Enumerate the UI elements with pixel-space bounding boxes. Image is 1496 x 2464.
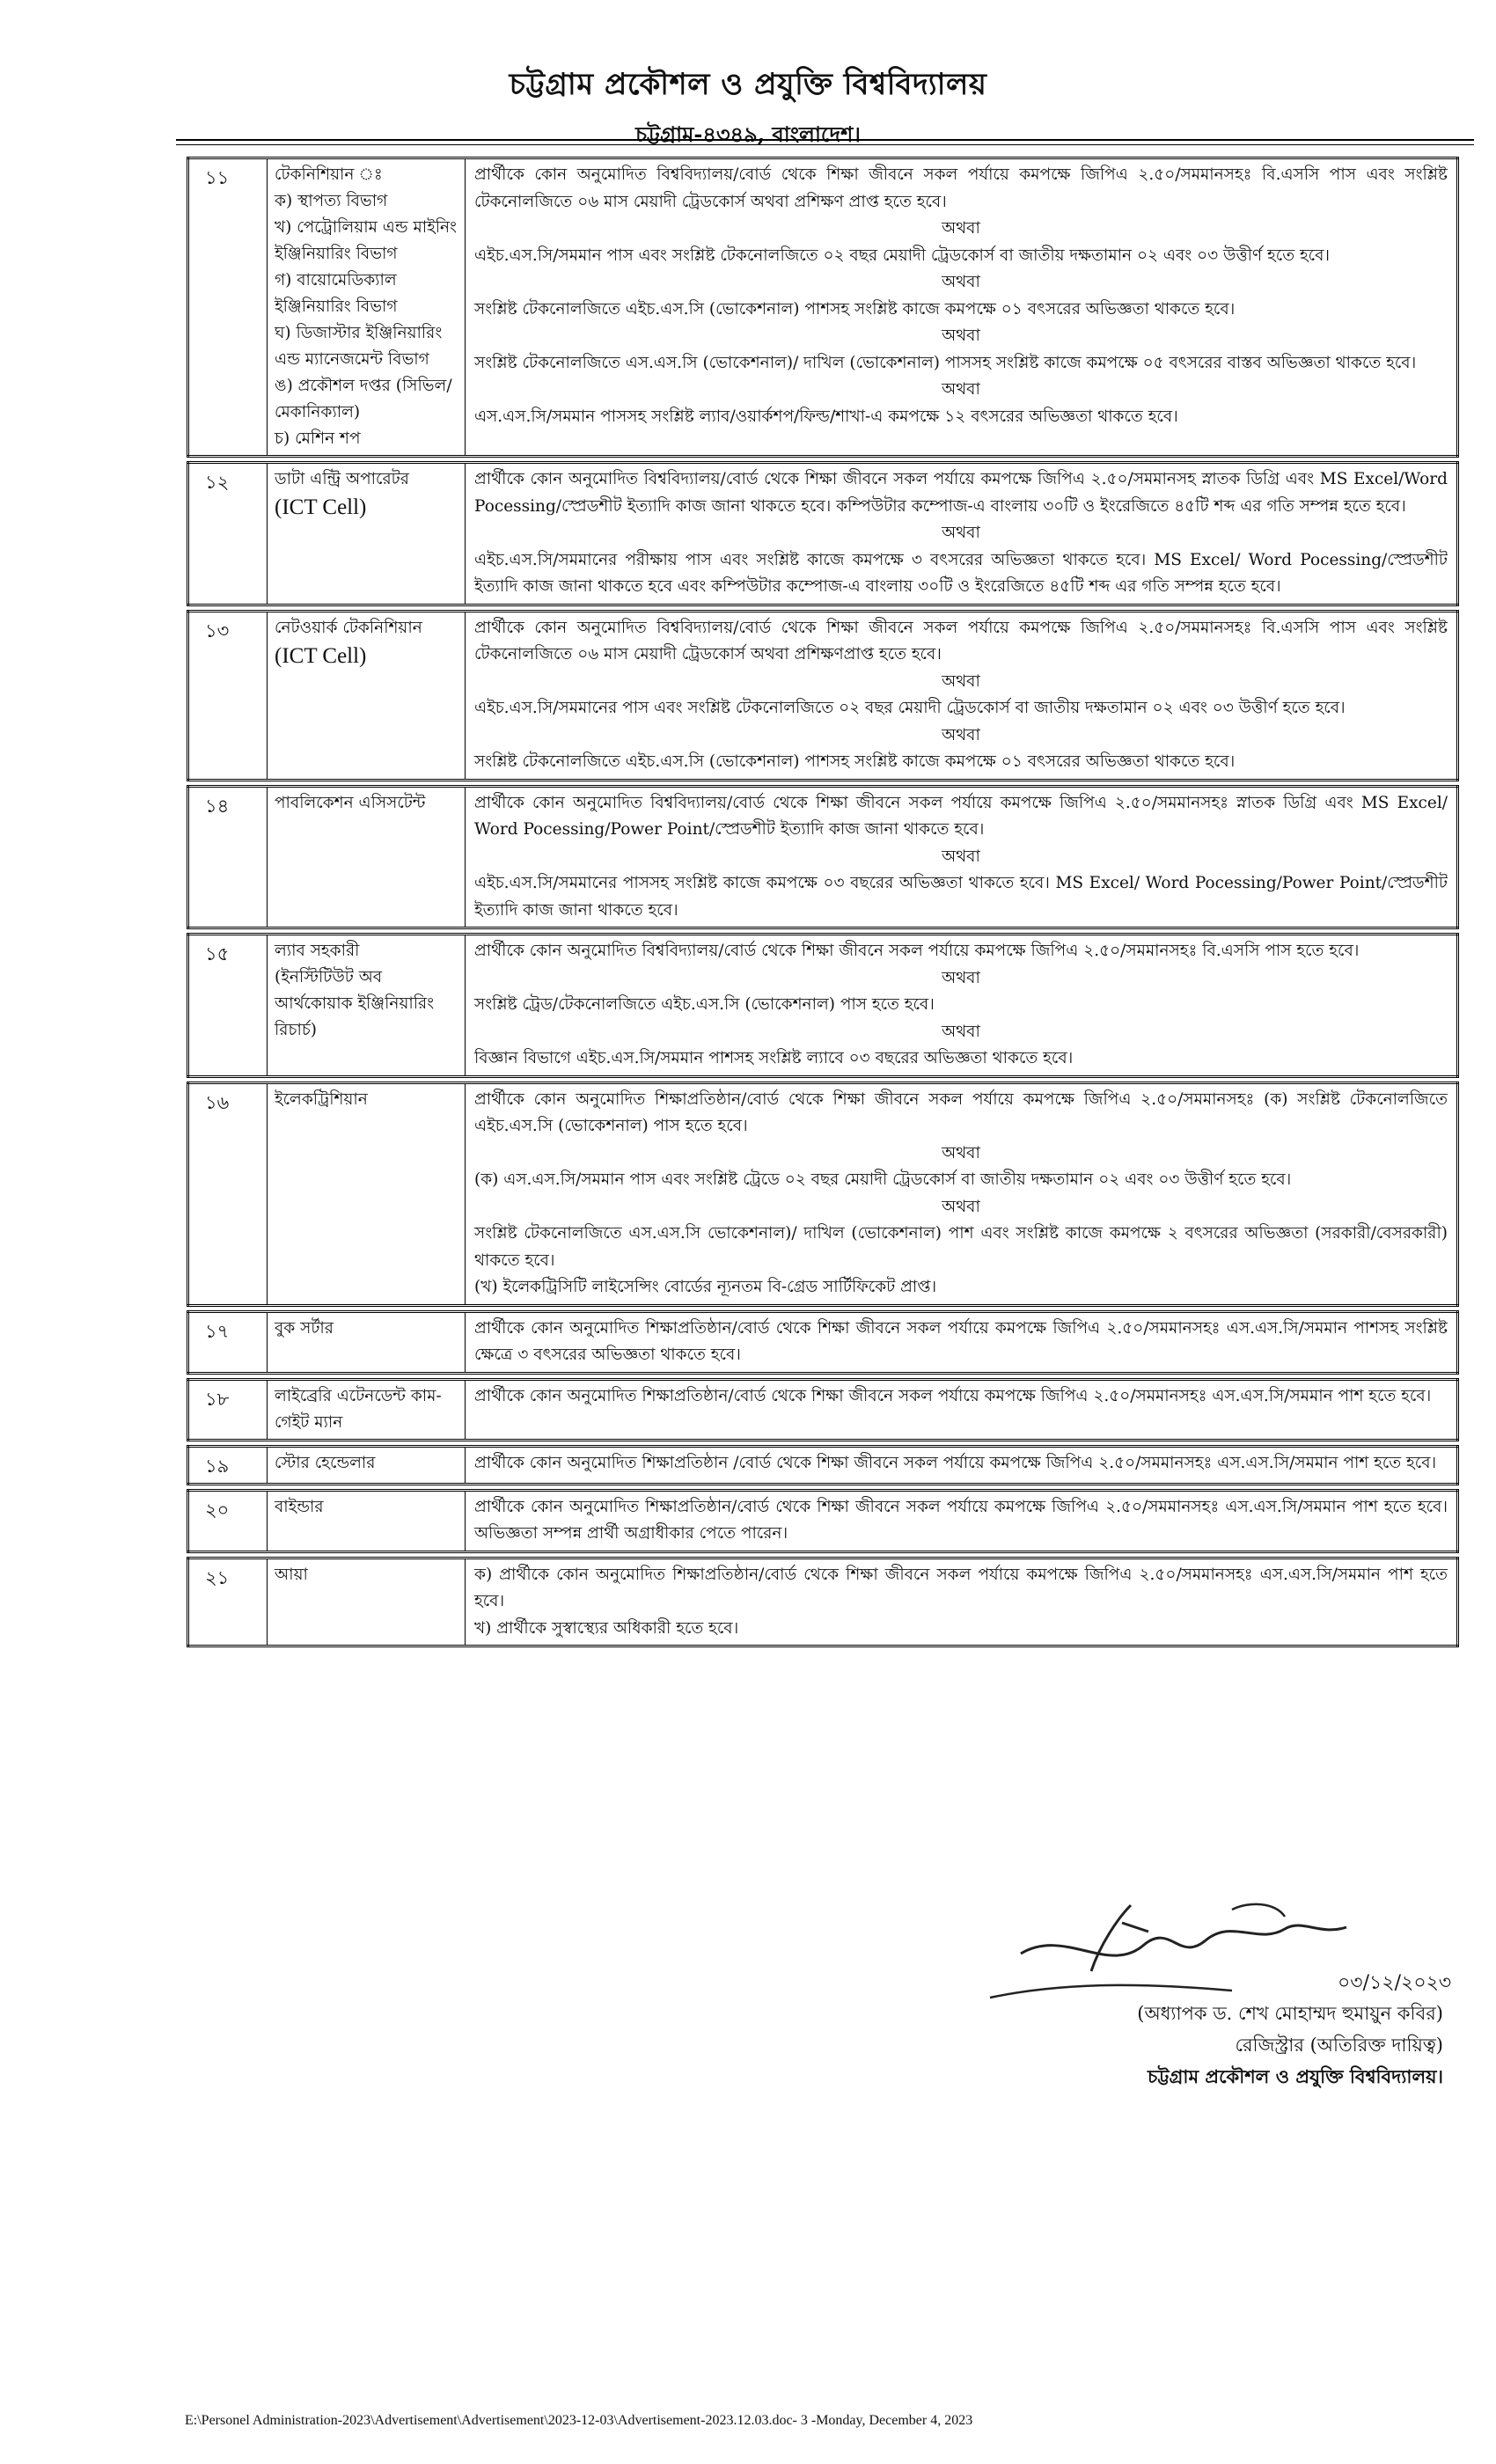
qualification-text: সংশ্লিষ্ট টেকনোলজিতে এস.এস.সি ভোকেশনাল)/ দাখিল (ভোকেশনাল) পাশ এবং সংশ্লিষ্ট কাজে কমপক্ষে ২ বৎসরের অভিজ্ঞতা (সরকারী/বেসরকারী) থাকতে হবে। xyxy=(474,1224,1448,1270)
qualification-text: এস.এস.সি/সমমান পাসসহ সংশ্লিষ্ট ল্যাব/ওয়ার্কশপ/ফিল্ড/শাখা-এ কমপক্ষে ১২ বৎসরের অভিজ্ঞতা থাকতে হবে। xyxy=(474,407,1178,426)
post-line: টেকনিশিয়ান ঃ xyxy=(275,165,383,184)
table-row xyxy=(187,1557,1459,1648)
signatory-designation: রেজিস্ট্রার (অতিরিক্ত দায়িত্ব) xyxy=(1235,2035,1443,2056)
post-line: ল্যাব সহকারী xyxy=(275,942,360,960)
qualification-text: সংশ্লিষ্ট ট্রেড/টেকনোলজিতে এইচ.এস.সি (ভোকেশনাল) পাস হতে হবে। xyxy=(474,995,935,1014)
or-separator: অথবা xyxy=(942,219,980,238)
qualification-text: ক) প্রার্থীকে কোন অনুমোদিত শিক্ষাপ্রতিষ্ঠান/বোর্ড থেকে শিক্ষা জীবনে সকল পর্যায়ে কমপক্ষে জিপিএ ২.৫০/সমমানসহঃ এস.এস.সি/সমমান পাশ হতে হবে। xyxy=(474,1565,1448,1610)
post-name xyxy=(268,935,466,1077)
post-line: ইলেকট্রিশিয়ান xyxy=(275,1089,368,1109)
serial-number: ২১ xyxy=(188,1558,268,1646)
qualification-text: প্রার্থীকে কোন অনুমোদিত শিক্ষাপ্রতিষ্ঠান /বোর্ড থেকে শিক্ষা জীবনে সকল পর্যায়ে কমপক্ষে জিপিএ ২.৫০/সমমানসহঃ এস.এস.সি/সমমান পাশ হতে হবে। xyxy=(474,1453,1437,1472)
post-unit: (ICT Cell) xyxy=(275,643,367,668)
qualification xyxy=(466,786,1458,928)
post-line: ক) স্থাপত্য বিভাগ xyxy=(275,192,388,210)
table-row xyxy=(187,461,1459,606)
qualification xyxy=(466,1311,1458,1373)
serial-number: ১৪ xyxy=(188,786,268,928)
header-divider-thin xyxy=(176,144,1474,145)
or-separator: অথবা xyxy=(942,524,980,542)
post-line: ডাটা এন্ট্রি অপারেটর xyxy=(275,470,409,488)
qualification-text: এইচ.এস.সি/সমমান পাস এবং সংশ্লিষ্ট টেকনোলজিতে ০২ বছর মেয়াদী ট্রেডকোর্স বা জাতীয় দক্ষতামান ০২ এবং ০৩ উত্তীর্ণ হতে হবে। xyxy=(474,246,1331,265)
post-name xyxy=(268,611,466,780)
qualification xyxy=(466,158,1458,457)
signature-date: ০৩/১২/২০২৩ xyxy=(1338,1972,1452,1994)
or-separator: অথবা xyxy=(942,380,980,399)
signature-block xyxy=(968,1892,1461,2094)
serial-number: ১২ xyxy=(188,463,268,605)
post-name xyxy=(268,1558,466,1646)
serial-number: ১১ xyxy=(188,158,268,457)
post-unit: (ICT Cell) xyxy=(275,495,367,519)
qualification-text: এইচ.এস.সি/সমমানের পাস এবং সংশ্লিষ্ট টেকনোলজিতে ০২ বছর মেয়াদী ট্রেডকোর্স বা জাতীয় দক্ষতামান ০২ এবং ০৩ উত্তীর্ণ হতে হবে। xyxy=(474,699,1346,717)
post-name xyxy=(268,786,466,928)
post-line: লাইব্রেরি এটেনডেন্ট কাম-গেইট ম্যান xyxy=(275,1386,442,1432)
post-name xyxy=(268,1082,466,1305)
university-name: চট্টগ্রাম প্রকৌশল ও প্রযুক্তি বিশ্ববিদ্যালয় xyxy=(509,67,987,102)
or-separator: অথবা xyxy=(942,1197,980,1216)
post-line: ঘ) ডিজাস্টার ইঞ্জিনিয়ারিং এন্ড ম্যানেজমেন্ট বিভাগ xyxy=(275,324,443,369)
qualification xyxy=(466,611,1458,780)
serial-number: ১৬ xyxy=(188,1082,268,1305)
qualification-text: প্রার্থীকে কোন অনুমোদিত বিশ্ববিদ্যালয়/বোর্ড থেকে শিক্ষা জীবনে সকল পর্যায়ে কমপক্ষে জিপিএ ২.৫০/সমমানসহ স্নাতক ডিগ্রি এবং MS Excel/Word Pocessing/স্প্রেডশীট ইত্যাদি কাজ জানা থাকতে হবে। কম্পিউটার কম্পোজ-এ বাংলায় ৩০টি ও ইংরেজিতে ৪৫টি শব্দ এর গতি সম্পন্ন হতে হবে। xyxy=(474,470,1448,516)
qualification-text: বিজ্ঞান বিভাগে এইচ.এস.সি/সমমান পাশসহ সংশ্লিষ্ট ল্যাবে ০৩ বছরের অভিজ্ঞতা থাকতে হবে। xyxy=(474,1049,1074,1067)
post-line: খ) পেট্রোলিয়াম এন্ড মাইনিং ইঞ্জিনিয়ারিং বিভাগ xyxy=(275,218,458,263)
or-separator: অথবা xyxy=(942,847,980,866)
qualification xyxy=(466,1379,1458,1440)
qualification-text: প্রার্থীকে কোন অনুমোদিত বিশ্ববিদ্যালয়/বোর্ড থেকে শিক্ষা জীবনে সকল পর্যায়ে কমপক্ষে জিপিএ ২.৫০/সমমানসহঃ স্নাতক ডিগ্রি এবং MS Excel/ Word Pocessing/Power Point/স্প্রেডশীট ইত্যাদি কাজ জানা থাকতে হবে। xyxy=(474,793,1448,839)
post-line: আয়া xyxy=(275,1565,308,1584)
qualification-text: প্রার্থীকে কোন অনুমোদিত শিক্ষাপ্রতিষ্ঠান/বোর্ড থেকে শিক্ষা জীবনে সকল পর্যায়ে কমপক্ষে জিপিএ ২.৫০/সমমানসহঃ এস.এস.সি/সমমান পাশসহ সংশ্লিষ্ট ক্ষেত্রে ৩ বৎসরের অভিজ্ঞতা থাকতে হবে। xyxy=(474,1318,1448,1364)
serial-number: ১৯ xyxy=(188,1446,268,1484)
table-row xyxy=(187,1310,1459,1375)
table-row xyxy=(187,1445,1459,1485)
or-separator: অথবা xyxy=(942,326,980,345)
qualification xyxy=(466,1082,1458,1305)
or-separator: অথবা xyxy=(942,968,980,987)
qualification xyxy=(466,1490,1458,1551)
post-name xyxy=(268,1311,466,1373)
or-separator: অথবা xyxy=(942,671,980,691)
post-line: (ইনস্টিটিউট অব আর্থকোয়াক ইঞ্জিনিয়ারিং রিচার্চ) xyxy=(275,968,435,1039)
qualification-text: প্রার্থীকে কোন অনুমোদিত শিক্ষাপ্রতিষ্ঠান/বোর্ড থেকে শিক্ষা জীবনে সকল পর্যায়ে কমপক্ষে জিপিএ ২.৫০/সমমানসহঃ এস.এস.সি/সমমান পাশ হতে হবে। xyxy=(474,1386,1432,1405)
qualification-text: প্রার্থীকে কোন অনুমোদিত শিক্ষাপ্রতিষ্ঠান/বোর্ড থেকে শিক্ষা জীবনে সকল পর্যায়ে কমপক্ষে জিপিএ ২.৫০/সমমানসহঃ এস.এস.সি/সমমান পাশ হতে হবে। অভিজ্ঞতা সম্পন্ন প্রার্থী অগ্রাধীকার পেতে পারেন। xyxy=(474,1497,1448,1543)
qualification-text: সংশ্লিষ্ট টেকনোলজিতে এইচ.এস.সি (ভোকেশনাল) পাশসহ সংশ্লিষ্ট কাজে কমপক্ষে ০১ বৎসরের অভিজ্ঞতা থাকতে হবে। xyxy=(474,299,1236,319)
serial-number: ১৭ xyxy=(188,1311,268,1373)
signatory-institution: চট্টগ্রাম প্রকৌশল ও প্রযুক্তি বিশ্ববিদ্যালয়। xyxy=(1148,2065,1443,2087)
qualification-text: প্রার্থীকে কোন অনুমোদিত বিশ্ববিদ্যালয়/বোর্ড থেকে শিক্ষা জীবনে সকল পর্যায়ে কমপক্ষে জিপিএ ২.৫০/সমমানসহঃ বি.এসসি পাস হতে হবে। xyxy=(474,942,1360,960)
or-separator: অথবা xyxy=(942,273,980,291)
qualification-text: সংশ্লিষ্ট টেকনোলজিতে এস.এস.সি (ভোকেশনাল)/ দাখিল (ভোকেশনাল) পাসসহ সংশ্লিষ্ট কাজে কমপক্ষে ০৫ বৎসরের বাস্তব অভিজ্ঞতা থাকতে হবে। xyxy=(474,353,1417,372)
qualification-text: এইচ.এস.সি/সমমানের পরীক্ষায় পাস এবং সংশ্লিষ্ট কাজে কমপক্ষে ৩ বৎসরের অভিজ্ঞতা থাকতে হবে। MS Excel/ Word Pocessing/স্প্রেডশীট ইত্যাদি কাজ জানা থাকতে হবে এবং কম্পিউটার কম্পোজ-এ বাংলায় ৩০টি ও ইংরেজিতে ৪৫টি শব্দ এর গতি সম্পন্ন হতে হবে। xyxy=(474,550,1448,596)
qualification xyxy=(466,463,1458,605)
serial-number: ১৩ xyxy=(188,611,268,780)
post-line: বাইন্ডার xyxy=(275,1497,324,1516)
qualification-text: (ক) এস.এস.সি/সমমান পাস এবং সংশ্লিষ্ট ট্রেডে ০২ বছর মেয়াদী ট্রেডকোর্স বা জাতীয় দক্ষতামান ০২ এবং ০৩ উত্তীর্ণ হতে হবে। xyxy=(474,1170,1292,1189)
post-name xyxy=(268,1379,466,1440)
table-row xyxy=(187,610,1459,781)
table-row xyxy=(187,933,1459,1078)
qualification-text: প্রার্থীকে কোন অনুমোদিত শিক্ষাপ্রতিষ্ঠান/বোর্ড থেকে শিক্ষা জীবনে সকল পর্যায়ে কমপক্ষে জিপিএ ২.৫০/সমমানসহঃ (ক) সংশ্লিষ্ট টেকনোলজিতে এইচ.এস.সি (ভোকেশনাল) পাস হতে হবে। xyxy=(474,1089,1448,1135)
post-line: বুক সর্টার xyxy=(275,1318,334,1338)
signatory-name: (অধ্যাপক ড. শেখ মোহাম্মদ হুমায়ুন কবির) xyxy=(1137,2003,1443,2024)
file-path-footer: E:\Personel Administration-2023\Advertisement\Advertisement\2023-12-03\Advertisement-2023.12.03.doc- 3 -Monday, December 4, 2023 xyxy=(185,2413,973,2428)
post-name xyxy=(268,1490,466,1551)
post-name xyxy=(268,158,466,457)
or-separator: অথবা xyxy=(942,1022,980,1041)
post-line: ঙ) প্রকৌশল দপ্তর (সিভিল/মেকানিক্যাল) xyxy=(275,377,452,422)
qualification-text: এইচ.এস.সি/সমমানের পাসসহ সংশ্লিষ্ট কাজে কমপক্ষে ০৩ বছরের অভিজ্ঞতা থাকতে হবে। MS Excel/ Word Pocessing/Power Point/স্প্রেডশীট ইত্যাদি কাজ জানা থাকতে হবে। xyxy=(474,874,1448,920)
post-name xyxy=(268,1446,466,1484)
or-separator: অথবা xyxy=(942,725,980,744)
table-row xyxy=(187,157,1459,458)
qualification xyxy=(466,935,1458,1077)
table-row xyxy=(187,1489,1459,1553)
qualification xyxy=(466,1446,1458,1484)
table-row xyxy=(187,1082,1459,1307)
post-name xyxy=(268,463,466,605)
or-separator: অথবা xyxy=(942,1143,980,1162)
post-line: পাবলিকেশন এসিসটেন্ট xyxy=(275,793,426,812)
table-row xyxy=(187,1378,1459,1441)
serial-number: ১৮ xyxy=(188,1379,268,1440)
header-divider xyxy=(176,139,1474,141)
serial-number: ২০ xyxy=(188,1490,268,1551)
post-line: নেটওয়ার্ক টেকনিশিয়ান xyxy=(275,618,422,637)
qualification-text: (খ) ইলেকট্রিসিটি লাইসেন্সিং বোর্ডের ন্যূনতম বি-গ্রেড সার্টিফিকেট প্রাপ্ত। xyxy=(474,1278,937,1296)
serial-number: ১৫ xyxy=(188,935,268,1077)
post-line: চ) মেশিন শপ xyxy=(275,429,361,448)
university-address: চট্টগ্রাম-৪৩৪৯, বাংলাদেশ। xyxy=(635,121,861,147)
post-line: স্টোর হেন্ডেলার xyxy=(275,1453,376,1472)
qualification-text: সংশ্লিষ্ট টেকনোলজিতে এইচ.এস.সি (ভোকেশনাল) পাশসহ সংশ্লিষ্ট কাজে কমপক্ষে ০১ বৎসরের অভিজ্ঞতা থাকতে হবে। xyxy=(474,752,1236,771)
post-line: গ) বায়োমেডিক্যাল ইঞ্জিনিয়ারিং বিভাগ xyxy=(275,271,398,316)
qualification-text: প্রার্থীকে কোন অনুমোদিত বিশ্ববিদ্যালয়/বোর্ড থেকে শিক্ষা জীবনে সকল পর্যায়ে কমপক্ষে জিপিএ ২.৫০/সমমানসহঃ বি.এসসি পাস এবং সংশ্লিষ্ট টেকনোলজিতে ০৬ মাস মেয়াদী ট্রেডকোর্স অথবা প্রশিক্ষণ প্রাপ্ত হতে হবে। xyxy=(474,165,1448,211)
qualification xyxy=(466,1558,1458,1646)
table-row xyxy=(187,785,1459,930)
qualification-table xyxy=(187,157,1459,1651)
qualification-text: খ) প্রার্থীকে সুস্বাস্থ্যের অধিকারী হতে হবে। xyxy=(474,1618,739,1638)
qualification-text: প্রার্থীকে কোন অনুমোদিত বিশ্ববিদ্যালয়/বোর্ড থেকে শিক্ষা জীবনে সকল পর্যায়ে কমপক্ষে জিপিএ ২.৫০/সমমানসহঃ বি.এসসি পাস এবং সংশ্লিষ্ট টেকনোলজিতে ০৬ মাস মেয়াদী ট্রেডকোর্স অথবা প্রশিক্ষণপ্রাপ্ত হতে হবে। xyxy=(474,618,1448,664)
